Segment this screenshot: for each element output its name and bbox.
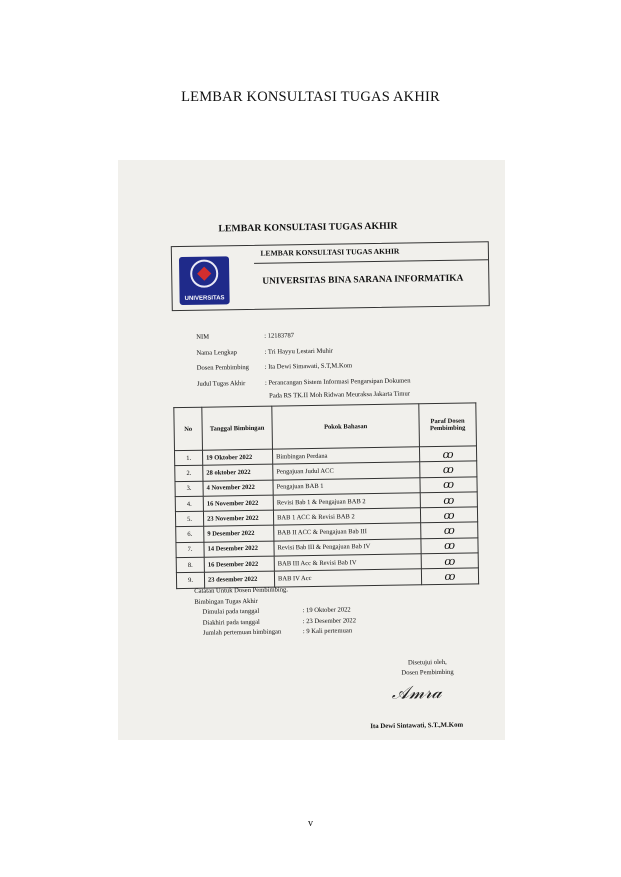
note-label: Jumlah pertemuan bimbingan (202, 628, 282, 637)
row-date: 23 desember 2022 (204, 571, 274, 587)
row-no: 5. (175, 511, 203, 527)
row-topic: Revisi Bab 1 & Pengajuan BAB 2 (273, 493, 420, 511)
scanned-document (118, 160, 505, 740)
signature-icon: ꝏ (420, 461, 477, 477)
info-label: Dosen Pembimbing (196, 364, 249, 372)
row-date: 23 November 2022 (203, 510, 273, 526)
logo-mark-icon (197, 267, 211, 281)
header-divider (254, 259, 488, 264)
row-topic: Pengajuan Judul ACC (273, 462, 420, 480)
signature-icon: ꝏ (421, 568, 478, 584)
table-header-row (174, 403, 477, 451)
info-value: : Ita Dewi Simawati, S.T,M.Kom (264, 362, 353, 371)
info-value: : Tri Hayyu Lestari Muhir (264, 347, 333, 356)
row-no: 2. (175, 466, 203, 482)
header-title: LEMBAR KONSULTASI TUGAS AKHIR (260, 246, 400, 258)
row-no: 4. (175, 496, 203, 512)
note-row-count (195, 626, 395, 640)
approval-line-1: Disetujui oleh, (407, 658, 447, 667)
notes-heading: Catatan Untuk Dosen Pembimbing. (194, 586, 289, 595)
advisor-notes (194, 584, 395, 640)
student-info (196, 325, 477, 400)
note-label: Diakhiri pada tanggal (202, 618, 260, 627)
col-header-signature: Paraf Dosen Pembimbing (419, 403, 477, 447)
page-number: v (308, 818, 313, 829)
note-value: : 23 Desember 2022 (302, 616, 357, 625)
header-box (171, 241, 490, 311)
row-date: 16 Desember 2022 (204, 556, 274, 572)
note-value: : 19 Oktober 2022 (302, 606, 351, 615)
scanned-document-content (118, 160, 505, 740)
signature-icon: ꝏ (420, 507, 477, 523)
row-date: 28 oktober 2022 (203, 464, 273, 480)
info-label: NIM (196, 333, 210, 341)
info-value: : 12183787 (264, 332, 295, 340)
signature-icon: ꝏ (419, 446, 476, 462)
row-no: 1. (174, 450, 202, 466)
notes-subheading: Bimbingan Tugas Akhir (194, 597, 258, 606)
row-topic: Bimbingan Perdana (272, 447, 419, 465)
row-date: 19 Oktober 2022 (202, 449, 272, 465)
university-logo (179, 256, 230, 305)
logo-emblem-icon (190, 259, 218, 287)
col-header-no: No (174, 407, 203, 450)
row-topic: BAB III Acc & Revisi Bab IV (274, 554, 421, 572)
signature-icon: ꝏ (421, 538, 478, 554)
info-value: : Perancangan Sistem Informasi Pengarsipan Dokumen (264, 377, 411, 387)
info-label: Judul Tugas Akhir (196, 379, 246, 388)
row-no: 9. (176, 573, 204, 589)
approval-line-2: Dosen Pembimbing (401, 668, 454, 677)
info-row-thesis-title (196, 372, 477, 400)
info-label: Nama Lengkap (196, 348, 237, 357)
signature-icon: ꝏ (421, 553, 478, 569)
row-topic: Revisi Bab III & Pengajuan Bab IV (274, 539, 421, 557)
col-header-topic: Pokok Bahasan (272, 404, 420, 449)
signature-icon: ꝏ (420, 476, 477, 492)
row-topic: BAB IV Acc (274, 569, 421, 587)
info-value-continued: Pada RS TK.II Moh Ridwan Meuraksa Jakarta Timur (269, 390, 411, 400)
row-no: 7. (176, 542, 204, 558)
note-value: : 9 Kali pertemuan (302, 627, 353, 636)
logo-text: UNIVERSITAS (184, 295, 225, 302)
signature-icon: ꝏ (420, 492, 477, 508)
row-date: 4 November 2022 (203, 480, 273, 496)
row-no: 6. (176, 527, 204, 543)
row-date: 16 November 2022 (203, 495, 273, 511)
university-name: UNIVERSITAS BINA SARANA INFORMATIKA (262, 273, 464, 287)
note-label: Dimulai pada tanggal (202, 607, 260, 616)
row-no: 3. (175, 481, 203, 497)
row-topic: BAB 1 ACC & Revisi BAB 2 (273, 508, 420, 526)
row-topic: BAB II ACC & Pengajuan Bab III (274, 523, 421, 541)
handwritten-signature-icon: 𝒜𝓂𝓇𝒶 (391, 681, 442, 704)
row-date: 14 Desember 2022 (204, 541, 274, 557)
page-title: LEMBAR KONSULTASI TUGAS AKHIR (181, 89, 440, 105)
approval-block (367, 657, 487, 679)
row-no: 8. (176, 557, 204, 573)
signature-icon: ꝏ (421, 522, 478, 538)
col-header-date: Tanggal Bimbingan (202, 406, 273, 450)
scan-title: LEMBAR KONSULTASI TUGAS AKHIR (218, 220, 398, 235)
consultation-table (173, 402, 479, 588)
row-topic: Pengajuan BAB 1 (273, 477, 420, 495)
row-date: 9 Desember 2022 (204, 526, 274, 542)
signer-name: Ita Dewi Sintawati, S.T.,M.Kom (370, 721, 464, 731)
